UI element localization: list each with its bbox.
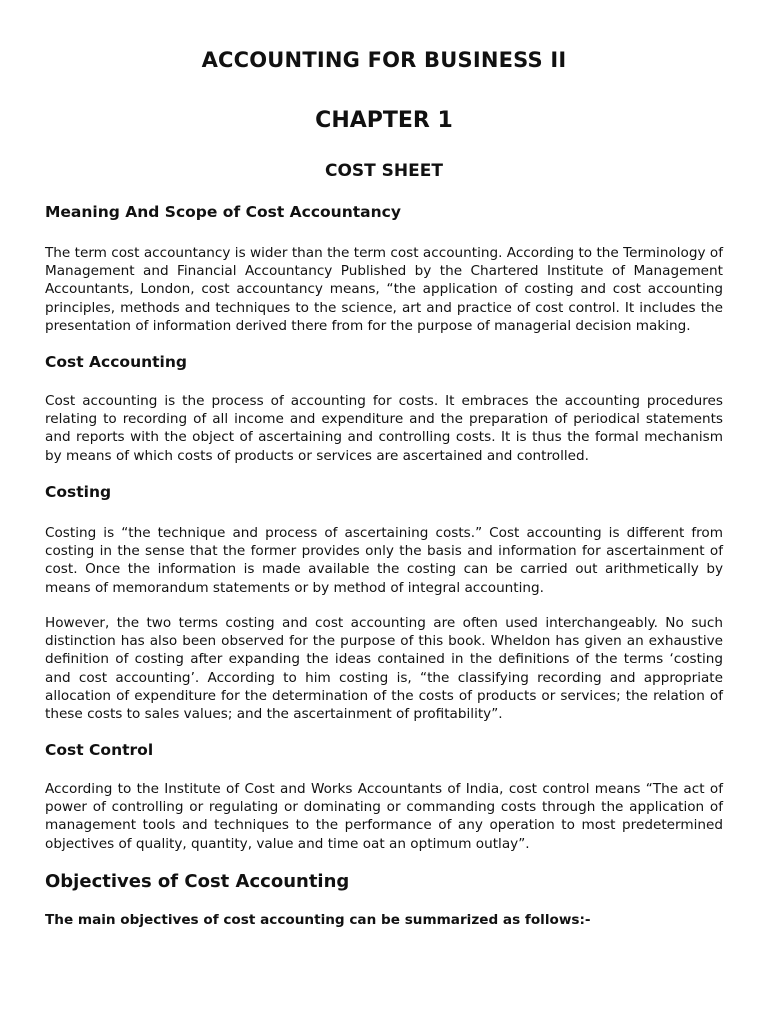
paragraph-cost-control: According to the Institute of Cost and Works Accountants of India, cost control means “The act of power of controlling or regulating or dominating or commanding costs through the application of management tools and techniques to the performance of any operation to most predetermined objectives of quality, quantity, value and time oat an optimum outlay”.: [45, 781, 723, 852]
heading-cost-control: Cost Control: [45, 741, 154, 759]
chapter-title: CHAPTER 1: [315, 108, 453, 133]
heading-costing: Costing: [45, 483, 112, 501]
objectives-lead: The main objectives of cost accounting can be summarized as follows:-: [45, 912, 591, 928]
section-title: COST SHEET: [325, 161, 443, 181]
heading-meaning-scope: Meaning And Scope of Cost Accountancy: [45, 203, 401, 221]
paragraph-costing-2: However, the two terms costing and cost accounting are often used interchangeably. No such distinction has also been observed for the purpose of this book. Wheldon has given an exhaustive definition of costing after expanding the ideas contained in the definitions of the terms ‘costing and cost accounting’. According to him costing is, “the classifying recording and appropriate allocation of expenditure for the determination of the costs of products or services; the relation of these costs to sales values; and the ascertainment of profitability”.: [45, 615, 723, 723]
document-title: ACCOUNTING FOR BUSINESS II: [201, 48, 567, 72]
paragraph-cost-accounting: Cost accounting is the process of accounting for costs. It embraces the accounting procedures relating to recording of all income and expenditure and the preparation of periodical statements and reports with the object of ascertaining and controlling costs. It is thus the formal mechanism by means of which costs of products or services are ascertained and controlled.: [45, 393, 723, 464]
paragraph-costing-1: Costing is “the technique and process of ascertaining costs.” Cost accounting is different from costing in the sense that the former provides only the basis and information for ascertainment of cost. Once the information is made available the costing can be carried out arithmetically by means of memorandum statements or by method of integral accounting.: [45, 525, 723, 596]
heading-objectives: Objectives of Cost Accounting: [45, 871, 350, 892]
heading-cost-accounting: Cost Accounting: [45, 353, 187, 371]
paragraph-meaning-scope: The term cost accountancy is wider than the term cost accounting. According to the Terminology of Management and Financial Accountancy Published by the Chartered Institute of Management Accountants, London, cost accountancy means, “the application of costing and cost accounting principles, methods and techniques to the science, art and practice of cost control. It includes the presentation of information derived there from for the purpose of managerial decision making.: [45, 245, 723, 334]
